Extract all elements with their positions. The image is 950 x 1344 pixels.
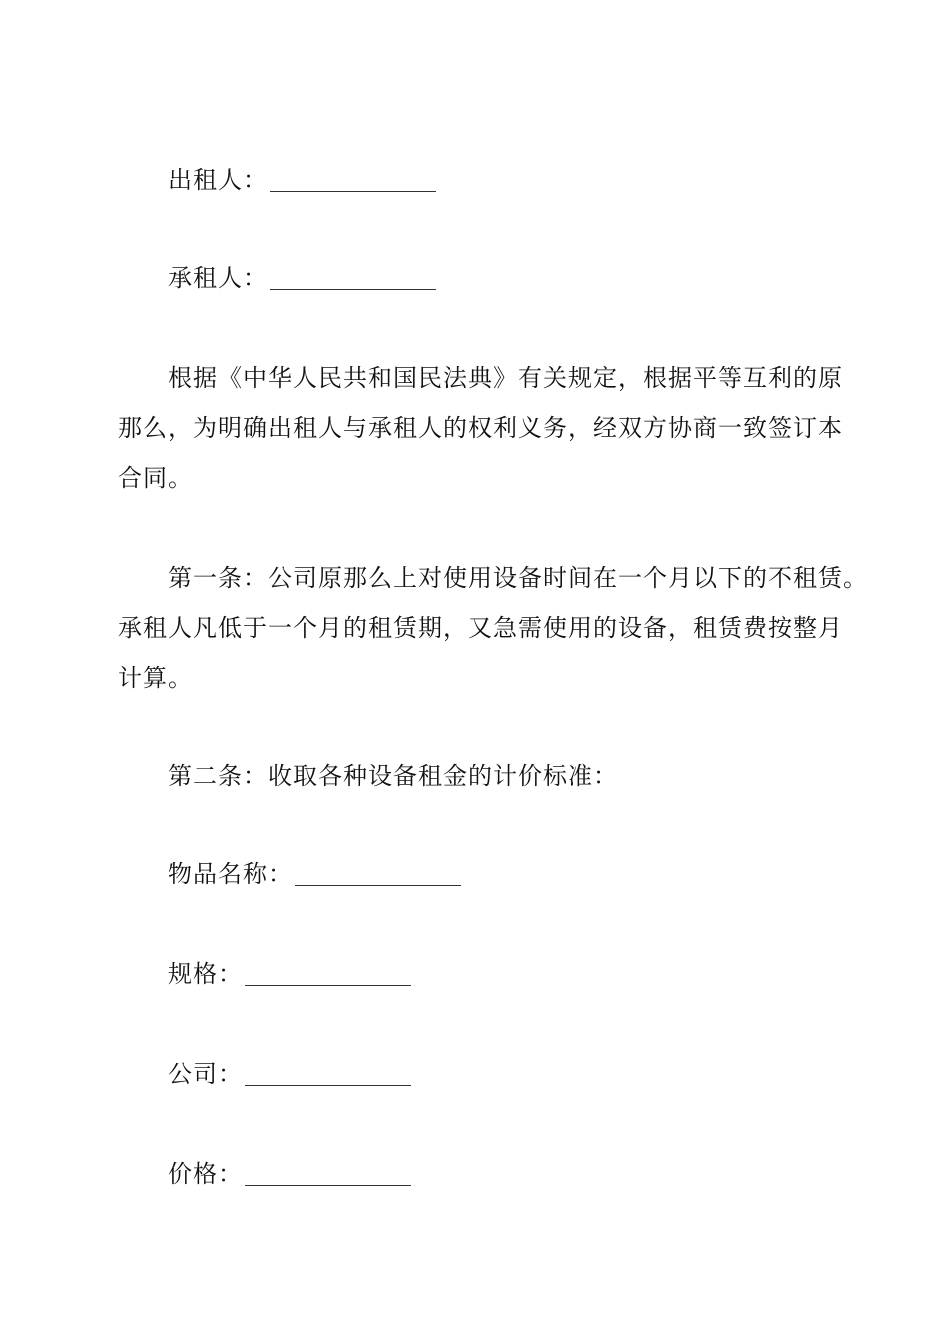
- price-blank[interactable]: [245, 1163, 411, 1186]
- company-label: 公司：: [168, 1060, 243, 1088]
- company-field: [168, 1062, 411, 1086]
- item-name-blank[interactable]: [295, 863, 461, 886]
- article2-heading: 第二条：收取各种设备租金的计价标准：: [168, 762, 618, 790]
- article1-line-1: 第一条：公司原那么上对使用设备时间在一个月以下的不租赁。: [168, 564, 868, 592]
- company-blank[interactable]: [245, 1063, 411, 1086]
- intro-line-1: 根据《中华人民共和国民法典》有关规定，根据平等互利的原: [168, 364, 843, 392]
- intro-line-2: 那么，为明确出租人与承租人的权利义务，经双方协商一致签订本: [118, 414, 843, 442]
- lessor-field: [168, 168, 436, 192]
- intro-line-3: 合同。: [118, 464, 193, 492]
- price-field: [168, 1162, 411, 1186]
- item-name-label: 物品名称：: [168, 860, 293, 888]
- item-name-field: [168, 862, 461, 886]
- price-label: 价格：: [168, 1160, 243, 1188]
- spec-label: 规格：: [168, 960, 243, 988]
- lessor-blank[interactable]: [270, 169, 436, 192]
- spec-field: [168, 962, 411, 986]
- article1-line-2: 承租人凡低于一个月的租赁期，又急需使用的设备，租赁费按整月: [118, 614, 843, 642]
- spec-blank[interactable]: [245, 963, 411, 986]
- lessor-label: 出租人：: [168, 166, 268, 194]
- lessee-label: 承租人：: [168, 264, 268, 292]
- lessee-blank[interactable]: [270, 267, 436, 290]
- lessee-field: [168, 266, 436, 290]
- article1-line-3: 计算。: [118, 664, 193, 692]
